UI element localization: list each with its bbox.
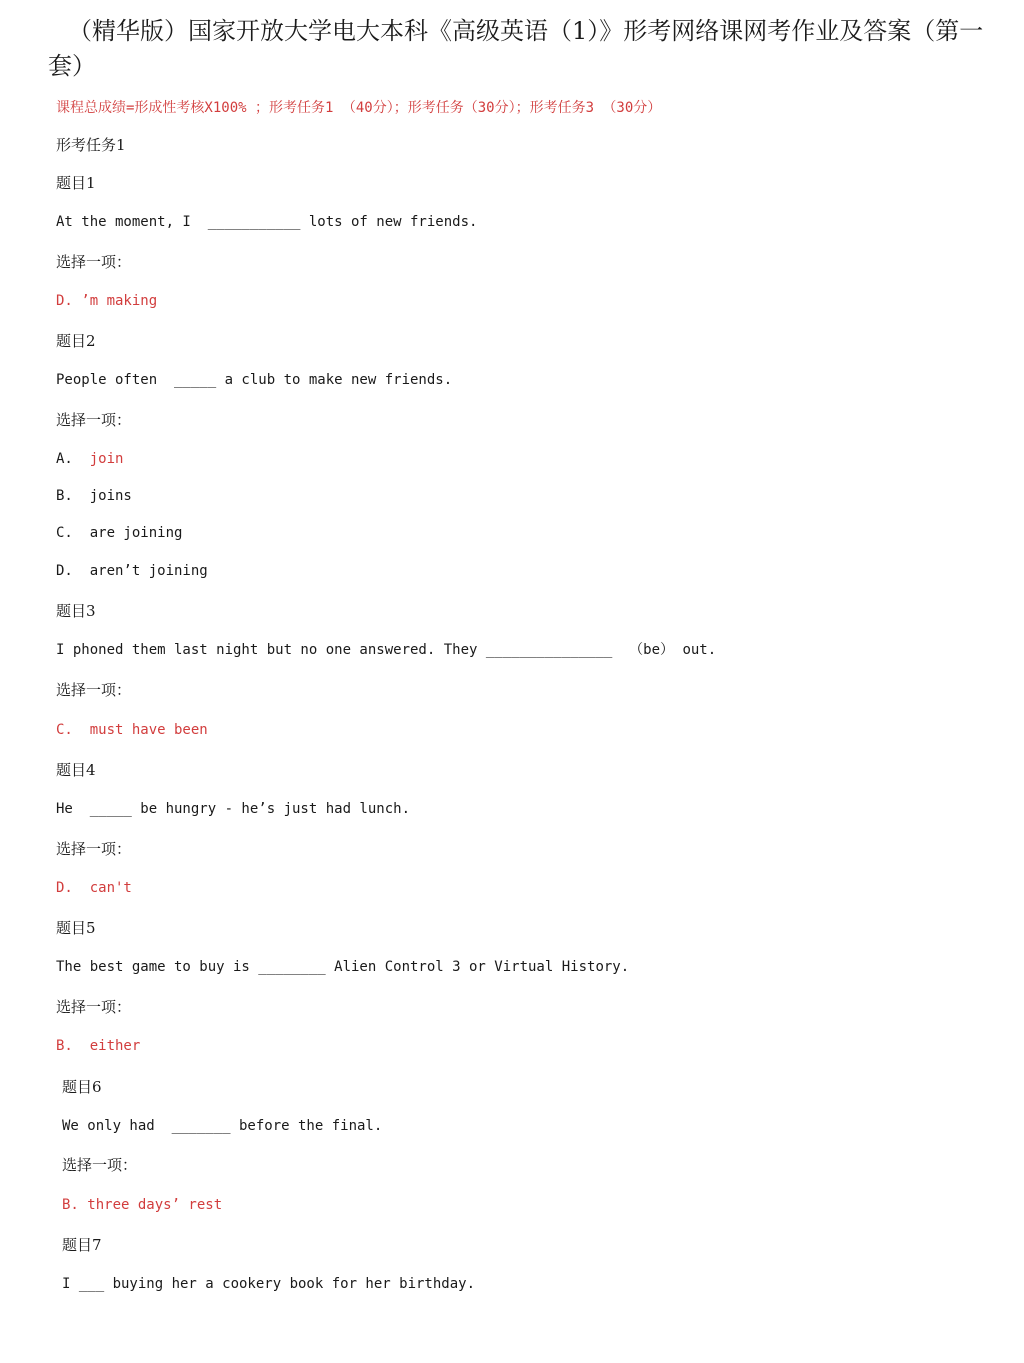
option-text: joins (89, 488, 132, 504)
section-title: 形考任务1 (56, 136, 126, 154)
page-title: （精华版）国家开放大学电大本科《高级英语（1）》形考网络课网考作业及答案（第一套） (48, 17, 984, 80)
choose-label: 选择一项： (56, 681, 132, 699)
question-label: 题目6 (62, 1078, 102, 1096)
question-label: 题目3 (56, 602, 96, 620)
option-text: aren’t joining (89, 563, 208, 579)
question-text: The best game to buy is ________ Alien Control 3 or Virtual History. (56, 959, 630, 975)
correct-answer[interactable]: B. either (56, 1038, 141, 1054)
question-text: He _____ be hungry - he’s just had lunch. (56, 801, 411, 817)
option-text-correct: join (89, 451, 124, 467)
question-text: People often _____ a club to make new friends. (56, 372, 453, 388)
option-letter: C. (56, 525, 73, 541)
option-b[interactable] (56, 486, 132, 506)
choose-label: 选择一项： (56, 253, 132, 271)
correct-answer[interactable]: C. must have been (56, 722, 208, 738)
option-letter: A. (56, 451, 73, 467)
score-note: 课程总成绩=形成性考核X100% ；形考任务1 （40分）；形考任务（30分）；形考任务3 （30分） (56, 100, 662, 116)
correct-answer[interactable]: B. three days’ rest (62, 1197, 223, 1213)
question-text: I phoned them last night but no one answered. They _______________ （be） out. (56, 642, 717, 658)
question-text: We only had _______ before the final. (62, 1118, 383, 1134)
question-label: 题目7 (62, 1236, 102, 1254)
question-text: At the moment, I ___________ lots of new friends. (56, 214, 478, 230)
option-c[interactable] (56, 523, 182, 543)
option-a[interactable] (56, 449, 123, 469)
question-label: 题目5 (56, 919, 96, 937)
option-text: are joining (89, 525, 183, 541)
option-letter: B. (56, 488, 73, 504)
question-text: I ___ buying her a cookery book for her birthday. (62, 1276, 476, 1292)
option-d[interactable] (56, 561, 208, 581)
question-label: 题目1 (56, 174, 96, 192)
choose-label: 选择一项： (62, 1156, 138, 1174)
choose-label: 选择一项： (56, 840, 132, 858)
option-letter: D. (56, 563, 73, 579)
correct-answer[interactable]: D. can't (56, 880, 132, 896)
choose-label: 选择一项： (56, 411, 132, 429)
correct-answer[interactable]: D. ’m making (56, 293, 158, 309)
question-label: 题目2 (56, 332, 96, 350)
question-label: 题目4 (56, 761, 96, 779)
choose-label: 选择一项： (56, 998, 132, 1016)
